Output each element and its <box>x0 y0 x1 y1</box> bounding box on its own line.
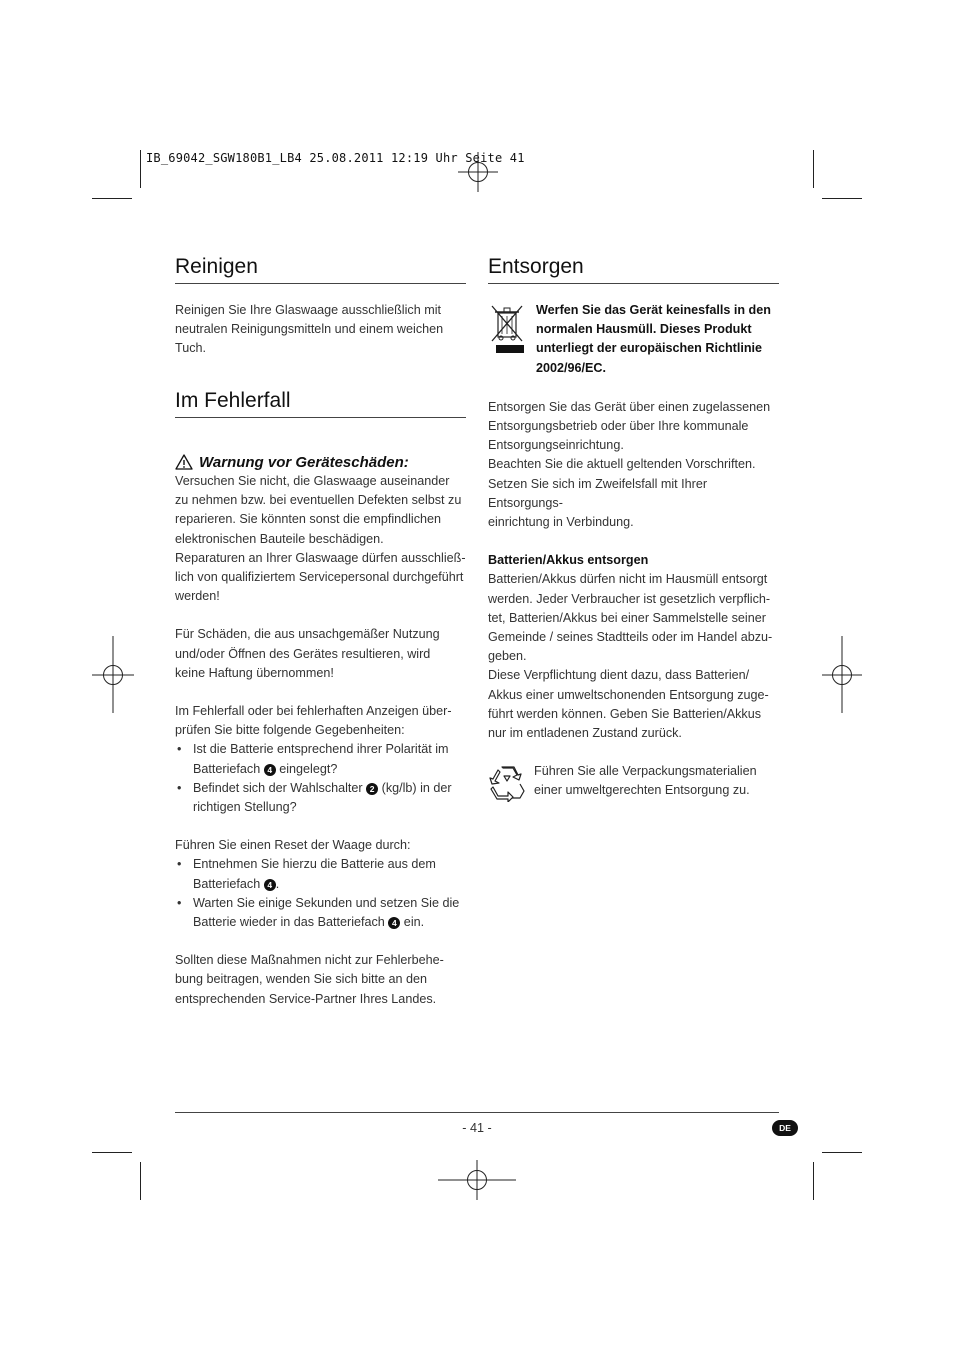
heading-rule <box>175 283 466 284</box>
heading-entsorgen: Entsorgen <box>488 255 584 278</box>
warning-text: Versuchen Sie nicht, die Glaswaage auseinander zu nehmen bzw. bei eventuellen Defekten selbst zu reparieren. Sie könnten sonst die empfindlichen elektronischen Bauteile beschädigen. Reparaturen an Ihrer Glaswaage dürfen ausschließ- lich von qualifiziertem Servicepersonal durchgeführt werden! <box>175 474 466 604</box>
check-intro: Im Fehlerfall oder bei fehlerhaften Anzeigen über- prüfen Sie bitte folgende Gegebenheiten: <box>175 704 452 738</box>
warning-triangle-icon <box>175 454 193 470</box>
weee-notice <box>488 301 779 378</box>
section-entsorgen <box>488 255 779 802</box>
liability-text: Für Schäden, die aus unsachgemäßer Nutzung und/oder Öffnen des Gerätes resultieren, wird keine Haftung übernommen! <box>175 627 440 680</box>
language-badge: DE <box>772 1120 798 1136</box>
list-item: • Ist die Batterie entsprechend ihrer Polarität im Batteriefach 4 eingelegt? <box>175 740 466 778</box>
heading-reinigen: Reinigen <box>175 255 258 278</box>
closing-text: Sollten diese Maßnahmen nicht zur Fehlerbehe- bung beitragen, wenden Sie sich bitte an den entsprechenden Service-Partner Ihres Landes. <box>175 953 444 1006</box>
callout-number: 2 <box>366 783 378 795</box>
battery-heading: Batterien/Akkus entsorgen <box>488 553 649 568</box>
recycling-arrows-icon <box>488 762 528 802</box>
callout-number: 4 <box>264 879 276 891</box>
recycle-notice <box>488 762 779 802</box>
reset-intro: Führen Sie einen Reset der Waage durch: <box>175 838 411 853</box>
registration-mark-left <box>92 636 136 714</box>
check-list <box>175 740 466 817</box>
warning-title: Warnung vor Geräteschäden: <box>199 453 409 471</box>
heading-rule <box>488 283 779 284</box>
registration-mark-top <box>458 152 498 194</box>
crossed-out-wheelie-bin-icon <box>488 303 528 355</box>
recycle-text: Führen Sie alle Verpackungsmaterialien einer umweltgerechten Entsorgung zu. <box>534 764 757 798</box>
section-reinigen <box>175 255 466 359</box>
list-item: • Warten Sie einige Sekunden und setzen Sie die Batterie wieder in das Batteriefach 4 ein. <box>175 894 466 932</box>
callout-number: 4 <box>388 917 400 929</box>
reset-list <box>175 855 466 932</box>
disposal-text: Entsorgen Sie das Gerät über einen zugelassenen Entsorgungsbetrieb oder über Ihre kommunale Entsorgungseinrichtung. Beachten Sie die aktuell geltenden Vorschriften. Setzen Sie sich im Zweifelsfall mit Ihrer Entsorgungs- einrichtung in Verbindung. <box>488 399 771 530</box>
heading-fehlerfall: Im Fehlerfall <box>175 389 291 412</box>
warning-heading <box>175 452 466 472</box>
section-fehlerfall <box>175 389 466 1009</box>
registration-mark-bottom <box>438 1160 518 1202</box>
battery-text: Batterien/Akkus dürfen nicht im Hausmüll entsorgt werden. Jeder Verbraucher ist gesetzlich verpflich- tet, Batterien/Akkus bei einer Sammelstelle seiner Gemeinde / seines Stadtteils oder im Handel abzu- geben. Diese Verpflichtung dient dazu, dass Batterien/ Akkus einer umweltschonenden Entsorgung zuge- führt werden können. Geben Sie Batterien/Akkus nur im entladenen Zustand zurück. <box>488 572 773 741</box>
reinigen-text: Reinigen Sie Ihre Glaswaage ausschließlich mit neutralen Reinigungsmitteln und einem weichen Tuch. <box>175 303 444 356</box>
footer-rule <box>175 1112 779 1113</box>
heading-rule <box>175 417 466 418</box>
page-number: - 41 - <box>462 1121 492 1135</box>
list-item: • Befindet sich der Wahlschalter 2 (kg/lb) in der richtigen Stellung? <box>175 779 466 817</box>
print-slug-line: IB_69042_SGW180B1_LB4 25.08.2011 12:19 Uhr Seite 41 <box>146 151 525 165</box>
weee-text: Werfen Sie das Gerät keinesfalls in den normalen Hausmüll. Dieses Produkt unterliegt der europäischen Richtlinie 2002/96/EC. <box>536 303 771 375</box>
registration-mark-right <box>820 636 864 714</box>
callout-number: 4 <box>264 764 276 776</box>
list-item: • Entnehmen Sie hierzu die Batterie aus dem Batteriefach 4 . <box>175 855 466 893</box>
